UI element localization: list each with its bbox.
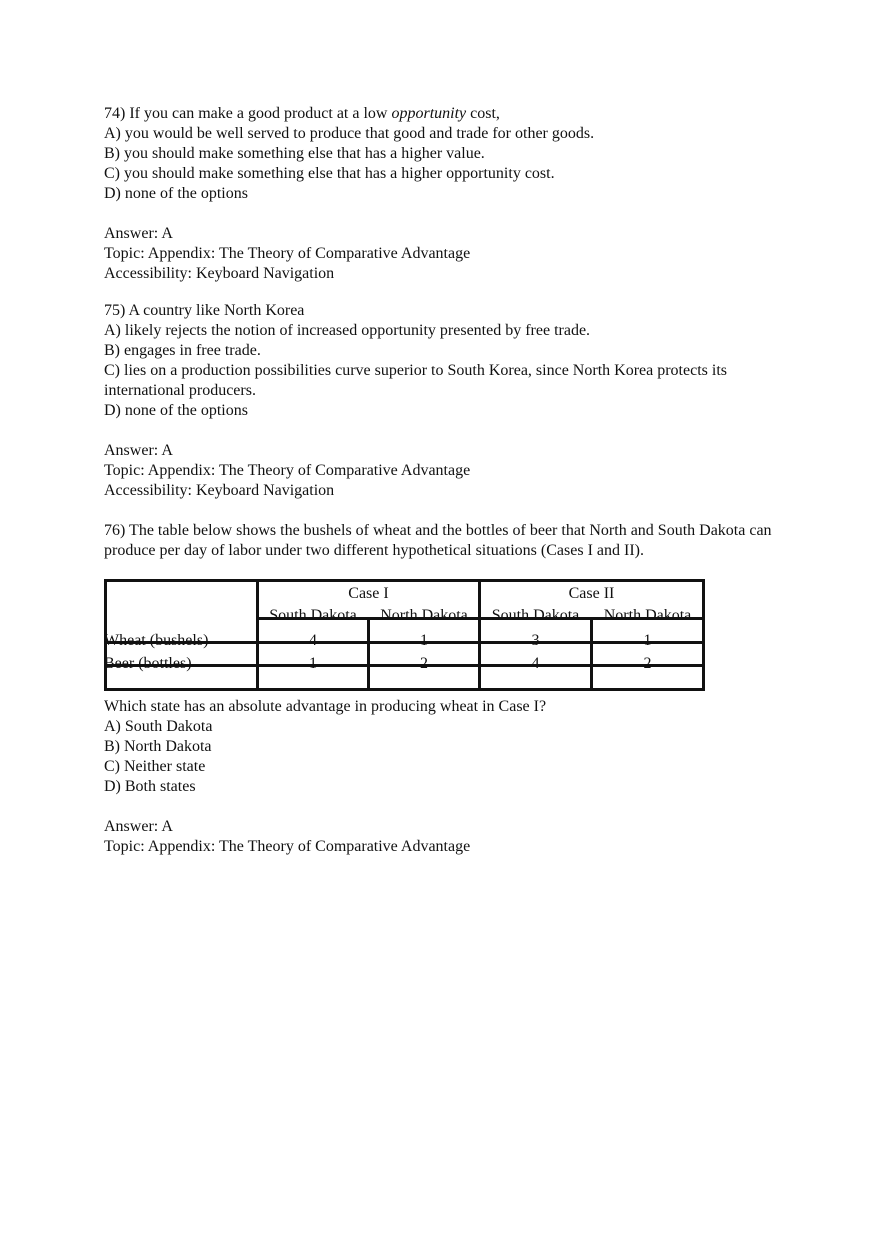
topic: Topic: Appendix: The Theory of Comparative Advantage xyxy=(104,462,471,479)
sub-header: South Dakota xyxy=(269,607,357,624)
table-question: Which state has an absolute advantage in producing wheat in Case I? xyxy=(104,698,547,715)
stem-italic-text: opportunity xyxy=(391,105,467,122)
table-cell: 2 xyxy=(643,655,652,672)
option-d: D) Both states xyxy=(104,778,196,795)
accessibility: Accessibility: Keyboard Navigation xyxy=(104,482,335,499)
option-b: B) you should make something else that has a higher value. xyxy=(104,145,485,162)
option-a: A) you would be well served to produce that good and trade for other goods. xyxy=(104,125,595,142)
row-label-wheat: Wheat (bushels) xyxy=(104,632,209,649)
question-stem: 75) A country like North Korea xyxy=(104,302,305,319)
table-cell: 4 xyxy=(531,655,540,672)
question-74 xyxy=(104,104,794,284)
option-b: B) engages in free trade. xyxy=(104,342,261,359)
sub-header: South Dakota xyxy=(491,607,580,624)
option-b: B) North Dakota xyxy=(104,738,212,755)
row-label-beer: Beer (bottles) xyxy=(104,655,192,672)
sub-header: North Dakota xyxy=(603,607,692,624)
answer: Answer: A xyxy=(104,225,173,242)
production-table xyxy=(104,579,708,691)
option-c: C) Neither state xyxy=(104,758,206,775)
answer: Answer: A xyxy=(104,442,173,459)
topic: Topic: Appendix: The Theory of Comparative Advantage xyxy=(104,838,471,855)
question-76 xyxy=(104,521,794,857)
question-stem: 76) The table below shows the bushels of wheat and the bottles of beer that North and South Dakota can produce per day of labor under two different hypothetical situations (Cases I and II). xyxy=(104,522,772,559)
table-cell: 1 xyxy=(420,632,428,649)
option-c: C) lies on a production possibilities curve superior to South Korea, since North Korea protects its international producers. xyxy=(104,362,727,399)
option-d: D) none of the options xyxy=(104,185,248,202)
table-cell: 2 xyxy=(420,655,428,672)
case-i-header: Case I xyxy=(348,585,389,602)
question-stem xyxy=(104,104,794,124)
topic: Topic: Appendix: The Theory of Comparative Advantage xyxy=(104,245,471,262)
table-cell: 3 xyxy=(531,632,540,649)
option-c: C) you should make something else that has a higher opportunity cost. xyxy=(104,165,555,182)
stem-text: 74) If you can make a good product at a low xyxy=(104,105,392,122)
option-a: A) likely rejects the notion of increased opportunity presented by free trade. xyxy=(104,322,591,339)
option-a: A) South Dakota xyxy=(104,718,213,735)
case-ii-header: Case II xyxy=(568,585,615,602)
stem-text-end: cost, xyxy=(466,105,500,122)
table-cell: 4 xyxy=(309,632,317,649)
answer: Answer: A xyxy=(104,818,173,835)
question-75 xyxy=(104,301,794,501)
sub-header: North Dakota xyxy=(380,607,468,624)
accessibility: Accessibility: Keyboard Navigation xyxy=(104,265,335,282)
document-page xyxy=(104,104,794,857)
table-cell: 1 xyxy=(309,655,317,672)
option-d: D) none of the options xyxy=(104,402,248,419)
table-cell: 1 xyxy=(643,632,652,649)
